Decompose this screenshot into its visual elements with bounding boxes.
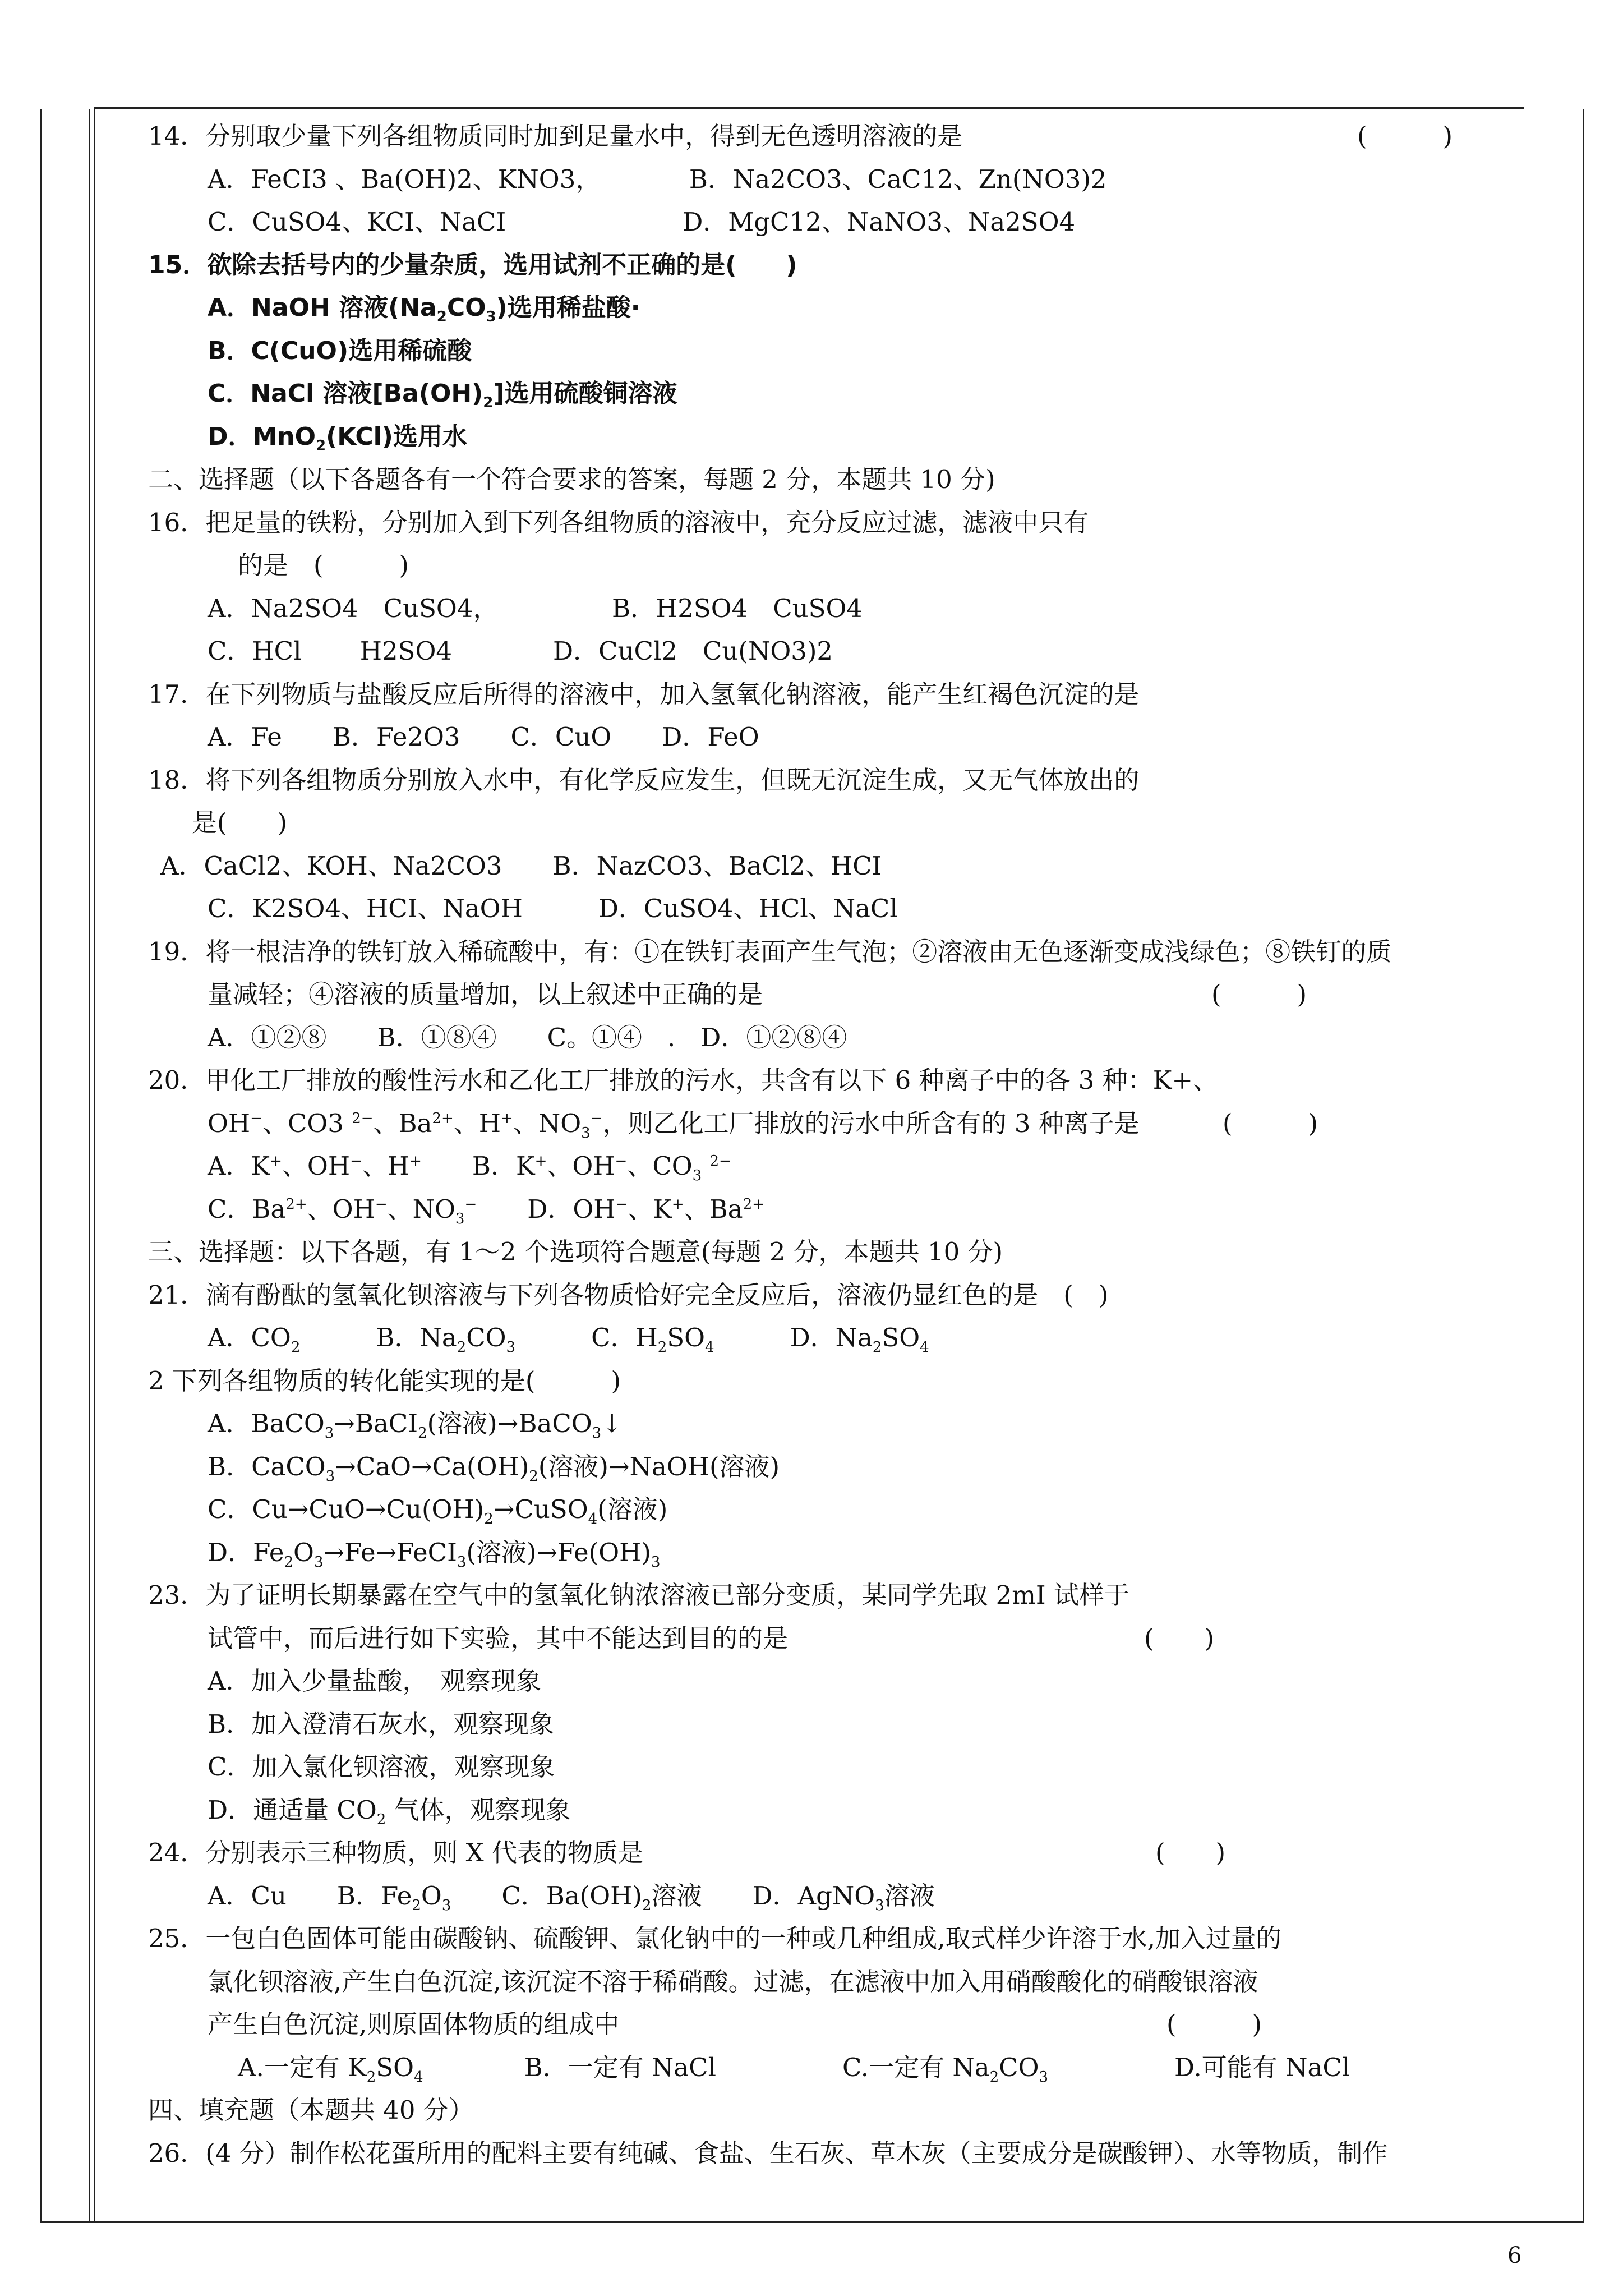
text-line	[148, 931, 1573, 974]
text-line	[148, 1746, 1573, 1789]
line-text: A．CaCl2、KOH、Na2CO3 B．NazCO3、BaCl2、HCI	[160, 850, 882, 881]
text-line	[148, 1059, 1573, 1102]
text-line	[148, 1875, 1573, 1918]
text-line	[148, 973, 1573, 1016]
text-line	[148, 630, 1573, 673]
line-text: 15．欲除去括号内的少量杂质，选用试剂不正确的是( )	[148, 250, 797, 279]
answer-blank: ( )	[1223, 1108, 1318, 1138]
text-line	[148, 673, 1573, 716]
text-line	[148, 1274, 1573, 1317]
answer-blank: ( )	[1211, 979, 1307, 1009]
line-text: D．通适量 $CO_2$ 气体，观察现象	[208, 1795, 571, 1828]
text-line	[148, 1961, 1573, 2004]
text-line	[148, 716, 1573, 759]
text-line	[148, 1317, 1573, 1360]
answer-blank: ( )	[1357, 121, 1453, 151]
text-line	[148, 1446, 1573, 1489]
text-line	[148, 1188, 1573, 1231]
line-text: 23．为了证明长期暴露在空气中的氢氧化钠浓溶液已部分变质，某同学先取 2mI 试样于	[148, 1580, 1129, 1610]
line-text: C．NaCl 溶液$[Ba(OH)_2]$选用硫酸铜溶液	[208, 379, 677, 411]
text-line	[148, 887, 1573, 931]
line-text: A．加入少量盐酸， 观察现象	[208, 1666, 541, 1696]
line-text: B．C(CuO)选用稀硫酸	[208, 336, 472, 365]
question-list	[148, 115, 1573, 2175]
line-text: A．K+、OH−、H+ B．K+、OH−、$CO_3$ $^{2-}$	[208, 1151, 731, 1184]
text-line	[148, 2046, 1573, 2090]
text-line	[148, 1574, 1573, 1617]
line-text: A．Na2SO4 CuSO4， B．H2SO4 CuSO4	[208, 593, 863, 623]
line-text: C．$Cu\to CuO\to Cu(OH)_2\to CuSO_4$(溶液)	[208, 1494, 668, 1527]
text-line	[148, 1145, 1573, 1188]
text-line	[148, 201, 1573, 244]
text-line	[148, 372, 1573, 416]
line-text: A．Cu B．$Fe_2O_3$ C．$Ba(OH)_2$溶液 D．AgNO$_3$溶液	[208, 1880, 935, 1914]
text-line	[148, 1360, 1573, 1403]
text-line	[148, 416, 1573, 459]
line-text: OH−、CO3 $^{2-}$、$Ba^{2+}$、H+、$NO_3^-$，则乙化工厂排放的污水中所含有的 3 种离子是	[208, 1108, 1140, 1142]
line-text: A．NaOH 溶液$(Na_2CO_3)$选用稀盐酸·	[208, 293, 640, 325]
text-line	[148, 1402, 1573, 1446]
text-line	[148, 458, 1573, 501]
line-text: 24．分别表示三种物质，则 X 代表的物质是	[148, 1838, 643, 1867]
answer-blank: ( )	[1144, 1623, 1215, 1653]
line-text: A．①②⑧ B．①⑧④ C。①④ . D．①②⑧④	[208, 1022, 847, 1052]
answer-blank: ( )	[1166, 2009, 1262, 2039]
line-text: A．BaCO$_3$→BaCI$_2$(溶液)→BaCO$_3$↓	[208, 1409, 623, 1442]
line-text: D．MnO$_2$(KCl)选用水	[208, 422, 467, 454]
text-line	[148, 2003, 1573, 2046]
line-text: 产生白色沉淀,则原固体物质的组成中	[208, 2009, 620, 2039]
line-text: 二、选择题（以下各题各有一个符合要求的答案，每题 2 分，本题共 10 分)	[148, 464, 995, 494]
header-rule	[94, 107, 1524, 109]
line-text: 14．分别取少量下列各组物质同时加到足量水中，得到无色透明溶液的是	[148, 121, 963, 151]
text-line	[148, 587, 1573, 631]
text-line	[148, 1832, 1573, 1875]
text-line	[148, 1703, 1573, 1746]
text-line	[148, 1102, 1573, 1145]
text-line	[148, 501, 1573, 545]
line-text: A．FeCI3 、Ba(OH)2、KNO3， B．Na2CO3、CaC12、Zn(NO3)2	[208, 164, 1107, 194]
line-text: 20．甲化工厂排放的酸性污水和乙化工厂排放的污水，共含有以下 6 种离子中的各 3 种：K+、	[148, 1065, 1219, 1095]
text-line	[148, 1617, 1573, 1660]
line-text: 25．一包白色固体可能由碳酸钠、硫酸钾、氯化钠中的一种或几种组成,取式样少许溶于水,加入过量的	[148, 1924, 1281, 1953]
text-line	[148, 1531, 1573, 1575]
line-text: 26．(4 分）制作松花蛋所用的配料主要有纯碱、食盐、生石灰、草木灰（主要成分是碳酸钾）、水等物质，制作	[148, 2138, 1388, 2168]
line-text: A．$CO_2$ B．$Na_2CO_3$ C．$H_2SO_4$ D．$Na_2SO_4$	[208, 1323, 929, 1356]
line-text: 是( )	[192, 808, 288, 838]
text-line	[148, 759, 1573, 802]
text-line	[148, 1789, 1573, 1832]
line-text: 氯化钡溶液,产生白色沉淀,该沉淀不溶于稀硝酸。过滤，在滤液中加入用硝酸酸化的硝酸银溶液	[208, 1966, 1258, 1996]
line-text: 16．把足量的铁粉，分别加入到下列各组物质的溶液中，充分反应过滤，滤液中只有	[148, 507, 1089, 537]
line-text: 量减轻；④溶液的质量增加，以上叙述中正确的是	[208, 979, 763, 1009]
line-text: A.一定有 $K_2SO_4$ B．一定有 NaCl C.一定有 $Na_2CO_3$ D.可能有 NaCl	[238, 2052, 1350, 2086]
text-line	[148, 287, 1573, 330]
text-line	[148, 330, 1573, 373]
line-text: B．$CaCO_3\to CaO\to Ca(OH)_2$(溶液)→NaOH(溶液)	[208, 1451, 780, 1485]
text-line	[148, 244, 1573, 287]
text-line	[148, 1016, 1573, 1060]
line-text: 2 下列各组物质的转化能实现的是( )	[148, 1365, 621, 1396]
text-line	[148, 115, 1573, 158]
line-text: C．HCl H2SO4 D．CuCl2 Cu(NO3)2	[208, 636, 833, 666]
line-text: D．$Fe_2O_3\to Fe\to FeCI_3$(溶液)$\to Fe(OH)_3$	[208, 1537, 661, 1571]
text-line	[148, 158, 1573, 201]
page-number: 6	[1507, 2243, 1522, 2269]
line-text: C．K2SO4、HCI、NaOH D．CuSO4、HCl、NaCl	[208, 894, 898, 923]
line-text: C．CuSO4、KCI、NaCI D．MgC12、NaNO3、Na2SO4	[208, 207, 1076, 237]
text-line	[148, 1231, 1573, 1274]
text-line	[148, 1660, 1573, 1703]
line-text: 三、选择题：以下各题，有 1～2 个选项符合题意(每题 2 分，本题共 10 分)	[148, 1237, 1003, 1267]
line-text: 18．将下列各组物质分别放入水中，有化学反应发生，但既无沉淀生成，又无气体放出的	[148, 765, 1140, 795]
answer-blank: ( )	[1155, 1838, 1226, 1867]
text-line	[148, 2089, 1573, 2132]
line-text: 四、填充题（本题共 40 分）	[148, 2095, 474, 2125]
text-line	[148, 845, 1573, 888]
line-text: 21．滴有酚酞的氢氧化钡溶液与下列各物质恰好完全反应后，溶液仍显红色的是 ( )	[148, 1280, 1109, 1310]
text-line	[148, 544, 1573, 587]
line-text: 17．在下列物质与盐酸反应后所得的溶液中，加入氢氧化钠溶液，能产生红褐色沉淀的是	[148, 679, 1140, 709]
margin-frame-left	[40, 109, 95, 2223]
text-line	[148, 1917, 1573, 1961]
line-text: C．$Ba^{2+}$、OH−、$NO_3^-$ D．OH−、K+、$Ba^{2+}$	[208, 1194, 764, 1227]
line-text: 19．将一根洁净的铁钉放入稀硫酸中，有：①在铁钉表面产生气泡；②溶液由无色逐渐变成浅绿色；⑧铁钉的质	[148, 936, 1392, 967]
text-line	[132, 802, 1573, 845]
line-text: C．加入氯化钡溶液，观察现象	[208, 1752, 555, 1782]
line-text: 试管中，而后进行如下实验，其中不能达到目的的是	[208, 1623, 789, 1653]
line-text: 的是 ( )	[238, 550, 409, 580]
line-text: A．Fe B．Fe2O3 C．CuO D．FeO	[208, 722, 759, 752]
text-line	[148, 1488, 1573, 1531]
margin-frame-inner	[89, 109, 94, 2223]
margin-frame-bottom	[40, 2221, 1584, 2223]
line-text: B．加入澄清石灰水，观察现象	[208, 1709, 555, 1739]
margin-frame-right	[1583, 109, 1584, 2223]
text-line	[148, 2132, 1573, 2175]
